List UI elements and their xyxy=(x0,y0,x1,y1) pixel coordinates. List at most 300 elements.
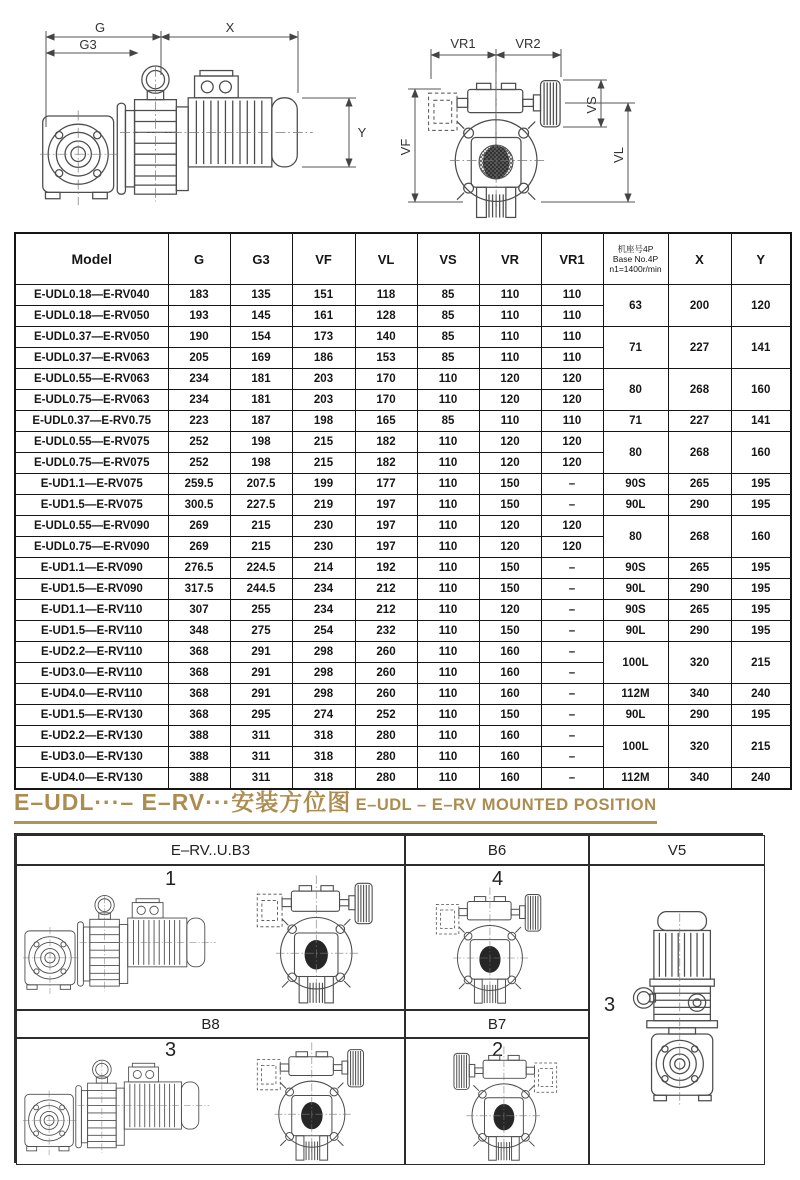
cell-vf: 274 xyxy=(292,705,355,726)
cell-vr: 110 xyxy=(479,327,541,348)
position-cell-v5 xyxy=(589,865,765,1165)
cell-vr: 120 xyxy=(479,390,541,411)
section-heading-cn: E–UDL···– E–RV···安装方位图 xyxy=(14,789,352,815)
cell-model: E-UDL0.75—E-RV075 xyxy=(15,453,168,474)
cell-vl: 280 xyxy=(355,726,417,747)
cell-g: 234 xyxy=(168,390,230,411)
cell-x: 227 xyxy=(668,411,731,432)
header-base-line2: Base No.4P xyxy=(612,253,659,264)
cell-x: 290 xyxy=(668,579,731,600)
cell-model: E-UDL0.55—E-RV063 xyxy=(15,369,168,390)
cell-base: 90S xyxy=(603,600,668,621)
cell-g: 368 xyxy=(168,642,230,663)
cell-g: 388 xyxy=(168,768,230,790)
header-g: G xyxy=(168,233,230,285)
cell-g: 348 xyxy=(168,621,230,642)
table-row xyxy=(15,600,791,621)
header-vl: VL xyxy=(355,233,417,285)
cell-vf: 219 xyxy=(292,495,355,516)
cell-vs: 110 xyxy=(417,663,479,684)
dim-label-vs: VS xyxy=(584,96,599,114)
cell-vl: 140 xyxy=(355,327,417,348)
cell-vr1: 120 xyxy=(541,516,603,537)
cell-model: E-UDL0.75—E-RV063 xyxy=(15,390,168,411)
cell-vl: 170 xyxy=(355,369,417,390)
cell-model: E-UDL0.55—E-RV090 xyxy=(15,516,168,537)
table-row xyxy=(15,705,791,726)
cell-vl: 260 xyxy=(355,642,417,663)
cell-vr1: 120 xyxy=(541,369,603,390)
table-row xyxy=(15,642,791,663)
cell-model: E-UD3.0—E-RV130 xyxy=(15,747,168,768)
header-base-line3: n1=1400r/min xyxy=(609,264,662,275)
cell-x: 340 xyxy=(668,768,731,790)
cell-model: E-UDL0.37—E-RV050 xyxy=(15,327,168,348)
cell-y: 215 xyxy=(731,642,791,684)
b8-side-drawing xyxy=(23,1053,228,1163)
cell-y: 160 xyxy=(731,369,791,411)
cell-vr1: – xyxy=(541,726,603,747)
position-header-b7: B7 xyxy=(405,1010,589,1038)
cell-model: E-UD1.1—E-RV110 xyxy=(15,600,168,621)
header-model: Model xyxy=(15,233,168,285)
cell-vl: 280 xyxy=(355,768,417,790)
cell-model: E-UDL0.37—E-RV0.75 xyxy=(15,411,168,432)
cell-g3: 291 xyxy=(230,663,292,684)
cell-g3: 198 xyxy=(230,432,292,453)
position-number-b3: 1 xyxy=(165,868,177,890)
cell-vs: 110 xyxy=(417,579,479,600)
position-number-v5: 3 xyxy=(604,994,616,1016)
cell-vr: 150 xyxy=(479,474,541,495)
position-number-b6: 4 xyxy=(492,868,504,890)
cell-x: 265 xyxy=(668,474,731,495)
cell-x: 265 xyxy=(668,600,731,621)
cell-vs: 110 xyxy=(417,621,479,642)
cell-base: 90L xyxy=(603,621,668,642)
cell-g3: 198 xyxy=(230,453,292,474)
cell-y: 195 xyxy=(731,705,791,726)
cell-g: 223 xyxy=(168,411,230,432)
cell-g3: 255 xyxy=(230,600,292,621)
cell-g: 368 xyxy=(168,684,230,705)
cell-model: E-UDL0.55—E-RV075 xyxy=(15,432,168,453)
cell-vr1: – xyxy=(541,642,603,663)
cell-vr: 160 xyxy=(479,642,541,663)
cell-base: 112M xyxy=(603,684,668,705)
cell-model: E-UD2.2—E-RV110 xyxy=(15,642,168,663)
cell-vl: 197 xyxy=(355,537,417,558)
cell-vs: 110 xyxy=(417,453,479,474)
cell-x: 290 xyxy=(668,705,731,726)
header-vs: VS xyxy=(417,233,479,285)
cell-g3: 215 xyxy=(230,516,292,537)
cell-g3: 207.5 xyxy=(230,474,292,495)
cell-vl: 170 xyxy=(355,390,417,411)
cell-vf: 254 xyxy=(292,621,355,642)
cell-vs: 85 xyxy=(417,327,479,348)
cell-g3: 145 xyxy=(230,306,292,327)
cell-g: 234 xyxy=(168,369,230,390)
cell-vr1: – xyxy=(541,705,603,726)
table-row xyxy=(15,327,791,348)
cell-vs: 110 xyxy=(417,747,479,768)
cell-vr: 160 xyxy=(479,663,541,684)
dim-label-vf: VF xyxy=(398,138,413,156)
cell-vs: 110 xyxy=(417,474,479,495)
table-row xyxy=(15,285,791,306)
cell-vr1: – xyxy=(541,747,603,768)
cell-vl: 182 xyxy=(355,432,417,453)
dim-label-g3: G3 xyxy=(79,37,97,52)
cell-vr1: 110 xyxy=(541,327,603,348)
table-row xyxy=(15,621,791,642)
cell-base: 71 xyxy=(603,411,668,432)
cell-vf: 214 xyxy=(292,558,355,579)
cell-vl: 232 xyxy=(355,621,417,642)
cell-base: 90L xyxy=(603,579,668,600)
cell-g3: 135 xyxy=(230,285,292,306)
cell-vr1: – xyxy=(541,663,603,684)
cell-vr: 160 xyxy=(479,684,541,705)
cell-vf: 203 xyxy=(292,369,355,390)
cell-vf: 215 xyxy=(292,453,355,474)
cell-vr1: – xyxy=(541,768,603,790)
cell-vf: 173 xyxy=(292,327,355,348)
cell-g: 307 xyxy=(168,600,230,621)
position-cell-b6 xyxy=(405,865,589,1010)
cell-g3: 291 xyxy=(230,642,292,663)
table-row xyxy=(15,684,791,705)
cell-vr1: 110 xyxy=(541,306,603,327)
cell-vr: 110 xyxy=(479,348,541,369)
cell-vr1: – xyxy=(541,474,603,495)
cell-model: E-UD1.1—E-RV090 xyxy=(15,558,168,579)
cell-y: 195 xyxy=(731,621,791,642)
table-row xyxy=(15,411,791,432)
b3-side-drawing xyxy=(23,886,235,1004)
cell-g3: 311 xyxy=(230,768,292,790)
cell-vs: 110 xyxy=(417,516,479,537)
cell-vs: 85 xyxy=(417,411,479,432)
cell-vr1: 110 xyxy=(541,411,603,432)
cell-vr: 150 xyxy=(479,579,541,600)
cell-vf: 298 xyxy=(292,663,355,684)
cell-vl: 260 xyxy=(355,684,417,705)
dim-label-vr2: VR2 xyxy=(515,36,541,51)
cell-y: 160 xyxy=(731,432,791,474)
cell-x: 320 xyxy=(668,642,731,684)
table-row xyxy=(15,495,791,516)
cell-g: 276.5 xyxy=(168,558,230,579)
b8-front-drawing xyxy=(249,1041,389,1163)
cell-vl: 260 xyxy=(355,663,417,684)
cell-vf: 230 xyxy=(292,516,355,537)
position-header-b8: B8 xyxy=(16,1010,405,1038)
cell-vl: 153 xyxy=(355,348,417,369)
cell-g3: 215 xyxy=(230,537,292,558)
cell-vs: 110 xyxy=(417,642,479,663)
cell-vl: 182 xyxy=(355,453,417,474)
cell-x: 268 xyxy=(668,432,731,474)
cell-g3: 291 xyxy=(230,684,292,705)
cell-vf: 215 xyxy=(292,432,355,453)
cell-vr1: – xyxy=(541,579,603,600)
cell-vr: 150 xyxy=(479,558,541,579)
cell-model: E-UDL0.18—E-RV040 xyxy=(15,285,168,306)
cell-vr1: 110 xyxy=(541,348,603,369)
cell-base: 90S xyxy=(603,474,668,495)
cell-x: 320 xyxy=(668,726,731,768)
cell-y: 195 xyxy=(731,474,791,495)
cell-vr: 150 xyxy=(479,495,541,516)
cell-g3: 275 xyxy=(230,621,292,642)
header-vf: VF xyxy=(292,233,355,285)
cell-vs: 110 xyxy=(417,600,479,621)
cell-vr: 120 xyxy=(479,453,541,474)
cell-model: E-UD1.5—E-RV130 xyxy=(15,705,168,726)
cell-vl: 280 xyxy=(355,747,417,768)
v5-drawing xyxy=(628,880,730,1152)
cell-model: E-UD1.5—E-RV110 xyxy=(15,621,168,642)
dim-label-x: X xyxy=(225,20,235,35)
cell-vf: 318 xyxy=(292,726,355,747)
cell-vr: 160 xyxy=(479,747,541,768)
cell-g3: 154 xyxy=(230,327,292,348)
cell-vf: 151 xyxy=(292,285,355,306)
cell-g: 269 xyxy=(168,516,230,537)
position-number-b8: 3 xyxy=(165,1039,177,1061)
cell-vs: 110 xyxy=(417,390,479,411)
cell-y: 120 xyxy=(731,285,791,327)
cell-vr1: – xyxy=(541,684,603,705)
cell-base: 90S xyxy=(603,558,668,579)
cell-g: 388 xyxy=(168,726,230,747)
cell-vr: 120 xyxy=(479,600,541,621)
cell-vr1: – xyxy=(541,495,603,516)
position-header-v5: V5 xyxy=(589,835,765,865)
cell-vs: 110 xyxy=(417,705,479,726)
cell-vr1: 110 xyxy=(541,285,603,306)
cell-base: 100L xyxy=(603,642,668,684)
cell-vs: 85 xyxy=(417,306,479,327)
section-heading-en: E–UDL – E–RV MOUNTED POSITION xyxy=(355,796,657,814)
cell-g: 300.5 xyxy=(168,495,230,516)
cell-vs: 85 xyxy=(417,348,479,369)
cell-base: 80 xyxy=(603,516,668,558)
cell-g: 317.5 xyxy=(168,579,230,600)
dim-label-vl: VL xyxy=(611,147,626,163)
table-row xyxy=(15,474,791,495)
cell-vs: 110 xyxy=(417,495,479,516)
cell-vf: 203 xyxy=(292,390,355,411)
dim-label-g: G xyxy=(94,20,106,35)
cell-base: 100L xyxy=(603,726,668,768)
cell-vs: 110 xyxy=(417,432,479,453)
cell-x: 290 xyxy=(668,495,731,516)
cell-g3: 295 xyxy=(230,705,292,726)
cell-y: 195 xyxy=(731,558,791,579)
cell-g: 205 xyxy=(168,348,230,369)
b3-front-drawing xyxy=(249,874,399,1006)
cell-g: 252 xyxy=(168,432,230,453)
cell-vf: 234 xyxy=(292,579,355,600)
cell-vl: 128 xyxy=(355,306,417,327)
cell-vf: 161 xyxy=(292,306,355,327)
cell-y: 141 xyxy=(731,327,791,369)
header-g3: G3 xyxy=(230,233,292,285)
cell-vf: 186 xyxy=(292,348,355,369)
dim-label-y: Y xyxy=(357,125,367,140)
cell-g: 388 xyxy=(168,747,230,768)
cell-vs: 110 xyxy=(417,768,479,790)
cell-vl: 212 xyxy=(355,579,417,600)
cell-g: 193 xyxy=(168,306,230,327)
cell-vr1: 120 xyxy=(541,390,603,411)
position-header-b6: B6 xyxy=(405,835,589,865)
cell-base: 90L xyxy=(603,495,668,516)
cell-g: 368 xyxy=(168,705,230,726)
cell-vl: 165 xyxy=(355,411,417,432)
cell-base: 112M xyxy=(603,768,668,790)
cell-g3: 311 xyxy=(230,726,292,747)
cell-y: 195 xyxy=(731,600,791,621)
header-base-no xyxy=(603,233,668,285)
cell-x: 340 xyxy=(668,684,731,705)
cell-vf: 230 xyxy=(292,537,355,558)
cell-base: 80 xyxy=(603,432,668,474)
cell-vs: 110 xyxy=(417,537,479,558)
cell-base: 63 xyxy=(603,285,668,327)
cell-vr: 110 xyxy=(479,411,541,432)
cell-vf: 318 xyxy=(292,768,355,790)
cell-vr: 120 xyxy=(479,516,541,537)
cell-base: 71 xyxy=(603,327,668,369)
table-header-row xyxy=(15,233,791,285)
cell-vr1: – xyxy=(541,621,603,642)
cell-g3: 224.5 xyxy=(230,558,292,579)
dim-label-vr1: VR1 xyxy=(450,36,476,51)
b6-drawing xyxy=(428,886,566,1006)
cell-vl: 118 xyxy=(355,285,417,306)
cell-model: E-UD4.0—E-RV130 xyxy=(15,768,168,790)
cell-base: 80 xyxy=(603,369,668,411)
cell-vl: 212 xyxy=(355,600,417,621)
table-row xyxy=(15,369,791,390)
cell-vr: 120 xyxy=(479,537,541,558)
cell-x: 200 xyxy=(668,285,731,327)
cell-model: E-UD2.2—E-RV130 xyxy=(15,726,168,747)
cell-vr1: 120 xyxy=(541,432,603,453)
cell-y: 240 xyxy=(731,768,791,790)
cell-model: E-UD1.5—E-RV075 xyxy=(15,495,168,516)
cell-g: 368 xyxy=(168,663,230,684)
cell-x: 290 xyxy=(668,621,731,642)
header-vr: VR xyxy=(479,233,541,285)
cell-y: 215 xyxy=(731,726,791,768)
cell-model: E-UDL0.75—E-RV090 xyxy=(15,537,168,558)
cell-g3: 244.5 xyxy=(230,579,292,600)
cell-y: 195 xyxy=(731,495,791,516)
cell-g: 252 xyxy=(168,453,230,474)
header-y: Y xyxy=(731,233,791,285)
cell-vf: 234 xyxy=(292,600,355,621)
table-row xyxy=(15,579,791,600)
cell-x: 265 xyxy=(668,558,731,579)
cell-vr: 160 xyxy=(479,726,541,747)
cell-g3: 181 xyxy=(230,390,292,411)
cell-model: E-UD1.1—E-RV075 xyxy=(15,474,168,495)
cell-vr: 160 xyxy=(479,768,541,790)
cell-vr1: 120 xyxy=(541,453,603,474)
cell-g: 269 xyxy=(168,537,230,558)
header-vr1: VR1 xyxy=(541,233,603,285)
cell-vf: 199 xyxy=(292,474,355,495)
cell-model: E-UD3.0—E-RV110 xyxy=(15,663,168,684)
cell-vf: 298 xyxy=(292,684,355,705)
cell-vr1: – xyxy=(541,600,603,621)
cell-vs: 110 xyxy=(417,726,479,747)
cell-g3: 187 xyxy=(230,411,292,432)
cell-g3: 311 xyxy=(230,747,292,768)
header-x: X xyxy=(668,233,731,285)
table-row xyxy=(15,558,791,579)
mounted-position-grid xyxy=(14,833,763,1163)
cell-vl: 197 xyxy=(355,516,417,537)
table-row xyxy=(15,726,791,747)
cell-g: 183 xyxy=(168,285,230,306)
cell-vl: 197 xyxy=(355,495,417,516)
cell-vs: 110 xyxy=(417,369,479,390)
cell-vs: 85 xyxy=(417,285,479,306)
cell-g3: 227.5 xyxy=(230,495,292,516)
section-heading xyxy=(14,784,657,824)
table-row xyxy=(15,432,791,453)
cell-vs: 110 xyxy=(417,558,479,579)
cell-vr: 110 xyxy=(479,285,541,306)
b7-drawing xyxy=(428,1045,566,1163)
cell-vr: 120 xyxy=(479,432,541,453)
cell-vs: 110 xyxy=(417,684,479,705)
dimension-table xyxy=(14,232,792,790)
header-base-line1: 机座号4P xyxy=(617,243,654,254)
cell-x: 268 xyxy=(668,516,731,558)
cell-model: E-UD1.5—E-RV090 xyxy=(15,579,168,600)
cell-vr: 150 xyxy=(479,621,541,642)
cell-vr: 150 xyxy=(479,705,541,726)
position-number-b7: 2 xyxy=(492,1039,504,1061)
table-row xyxy=(15,516,791,537)
cell-g: 190 xyxy=(168,327,230,348)
cell-vf: 298 xyxy=(292,642,355,663)
cell-g3: 181 xyxy=(230,369,292,390)
cell-vl: 177 xyxy=(355,474,417,495)
position-cell-b8 xyxy=(16,1038,405,1165)
cell-x: 227 xyxy=(668,327,731,369)
cell-vl: 192 xyxy=(355,558,417,579)
cell-y: 195 xyxy=(731,579,791,600)
cell-y: 240 xyxy=(731,684,791,705)
position-cell-b3 xyxy=(16,865,405,1010)
side-view-drawing xyxy=(30,15,390,225)
cell-g: 259.5 xyxy=(168,474,230,495)
cell-vr1: – xyxy=(541,558,603,579)
cell-model: E-UDL0.37—E-RV063 xyxy=(15,348,168,369)
cell-base: 90L xyxy=(603,705,668,726)
position-cell-b7 xyxy=(405,1038,589,1165)
cell-model: E-UDL0.18—E-RV050 xyxy=(15,306,168,327)
cell-vl: 252 xyxy=(355,705,417,726)
